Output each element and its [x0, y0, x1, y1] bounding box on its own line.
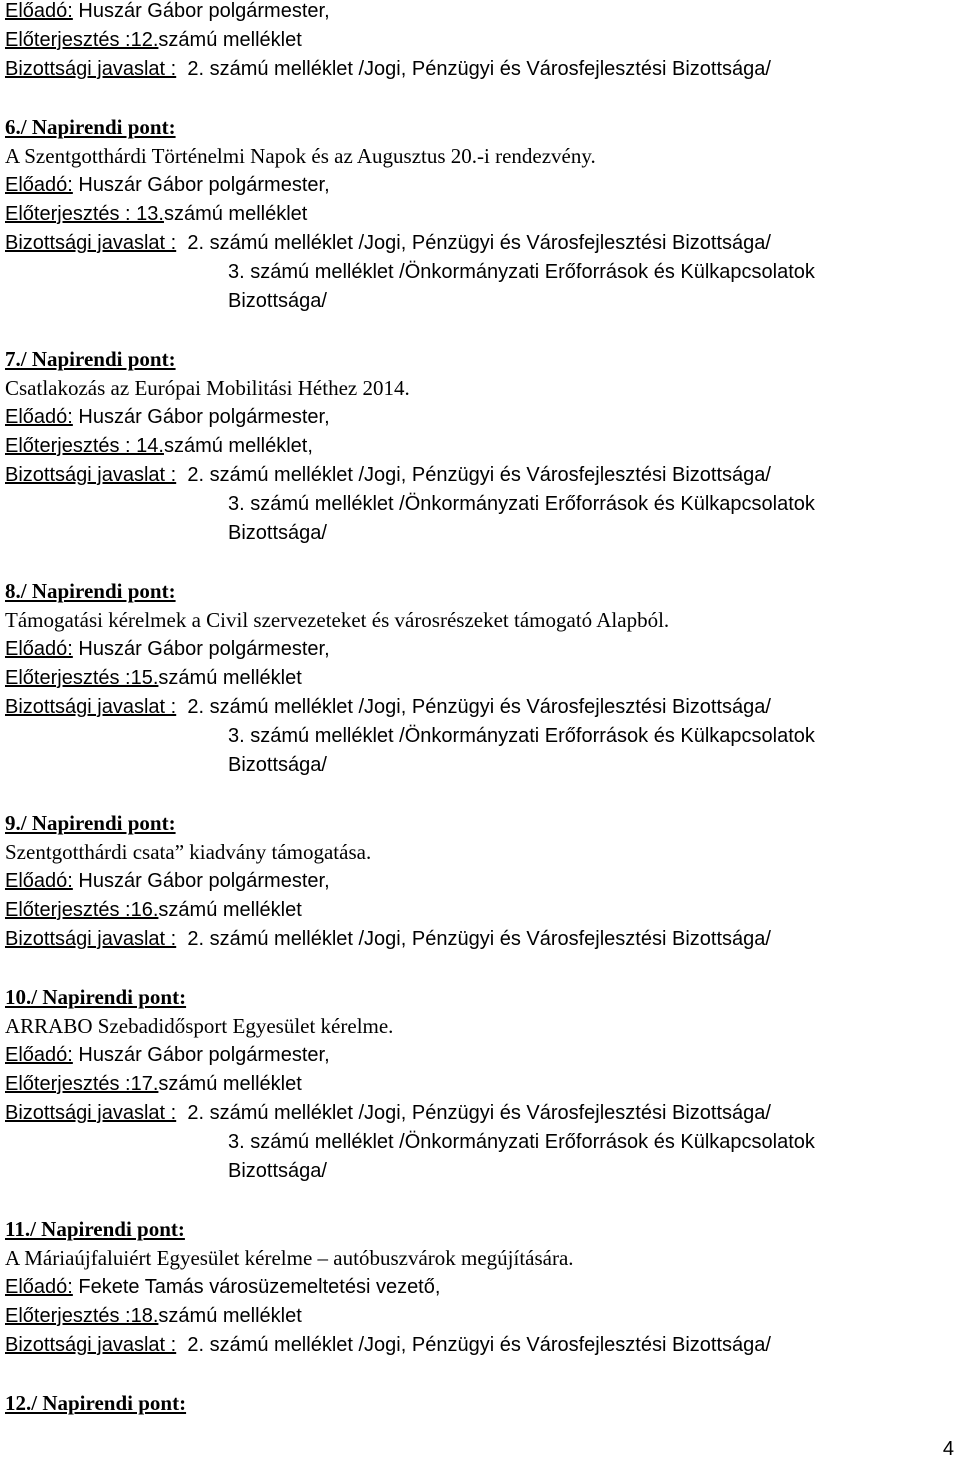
- submission-line: [5, 1302, 955, 1331]
- recommendation-label: Bizottsági javaslat :: [5, 1102, 177, 1124]
- presenter-name: Huszár Gábor polgármester,: [72, 1044, 330, 1066]
- recommendation-2: 3. számú melléklet /Önkormányzati Erőforrások és Külkapcsolatok: [228, 1131, 815, 1153]
- presenter-name: Huszár Gábor polgármester,: [72, 174, 330, 196]
- recommendation-2-cont: Bizottsága/: [228, 522, 327, 544]
- presenter-name: Huszár Gábor polgármester,: [72, 406, 330, 428]
- agenda-heading: 8./ Napirendi pont:: [5, 579, 176, 603]
- document-body: [5, 0, 955, 1418]
- agenda-heading: 6./ Napirendi pont:: [5, 115, 176, 139]
- recommendation-1: 2. számú melléklet /Jogi, Pénzügyi és Városfejlesztési Bizottsága/: [187, 696, 771, 718]
- recommendation-label: Bizottsági javaslat :: [5, 696, 177, 718]
- submission-label: Előterjesztés :17.: [5, 1073, 159, 1095]
- recommendation-1: 2. számú melléklet /Jogi, Pénzügyi és Városfejlesztési Bizottsága/: [187, 928, 771, 950]
- submission-suffix: számú melléklet: [158, 667, 302, 689]
- agenda-heading: 7./ Napirendi pont:: [5, 347, 176, 371]
- recommendation-line: [5, 229, 955, 258]
- recommendation-2: 3. számú melléklet /Önkormányzati Erőforrások és Külkapcsolatok: [228, 725, 815, 747]
- recommendation-line: [5, 693, 955, 722]
- presenter-line: [5, 403, 955, 432]
- presenter-line: [5, 635, 955, 664]
- recommendation-2-cont: Bizottsága/: [228, 290, 327, 312]
- submission-suffix: számú melléklet: [158, 1073, 302, 1095]
- recommendation-1: 2. számú melléklet /Jogi, Pénzügyi és Városfejlesztési Bizottsága/: [187, 464, 771, 486]
- recommendation-2: 3. számú melléklet /Önkormányzati Erőforrások és Külkapcsolatok: [228, 261, 815, 283]
- presenter-line: [5, 171, 955, 200]
- recommendation-label: Bizottsági javaslat :: [5, 58, 177, 80]
- submission-line: [5, 200, 955, 229]
- submission-suffix: számú melléklet: [158, 1305, 302, 1327]
- submission-label: Előterjesztés :12.: [5, 29, 159, 51]
- recommendation-line: [5, 1331, 955, 1360]
- presenter-line: [5, 1041, 955, 1070]
- recommendation-2: 3. számú melléklet /Önkormányzati Erőforrások és Külkapcsolatok: [228, 493, 815, 515]
- submission-suffix: számú melléklet,: [163, 435, 313, 457]
- agenda-title: Szentgotthárdi csata” kiadvány támogatása.: [5, 840, 372, 864]
- agenda-heading: 12./ Napirendi pont:: [5, 1391, 187, 1415]
- submission-label: Előterjesztés : 13.: [5, 203, 164, 225]
- presenter-line: [5, 867, 955, 896]
- submission-line: [5, 896, 955, 925]
- recommendation-label: Bizottsági javaslat :: [5, 232, 177, 254]
- presenter-label: Előadó:: [5, 0, 73, 22]
- agenda-title: ARRABO Szebadidősport Egyesület kérelme.: [5, 1014, 394, 1038]
- page-number: 4: [942, 1438, 954, 1460]
- submission-suffix: számú melléklet: [158, 899, 302, 921]
- submission-line: [5, 26, 955, 55]
- submission-line: [5, 664, 955, 693]
- agenda-heading: 11./ Napirendi pont:: [5, 1217, 185, 1241]
- submission-label: Előterjesztés : 14.: [5, 435, 164, 457]
- submission-label: Előterjesztés :16.: [5, 899, 159, 921]
- presenter-line: [5, 1273, 955, 1302]
- presenter-label: Előadó:: [5, 870, 73, 892]
- recommendation-line: [5, 1099, 955, 1128]
- recommendation-label: Bizottsági javaslat :: [5, 1334, 177, 1356]
- submission-label: Előterjesztés :18.: [5, 1305, 159, 1327]
- recommendation-2-cont: Bizottsága/: [228, 1160, 327, 1182]
- agenda-title: A Szentgotthárdi Történelmi Napok és az Augusztus 20.-i rendezvény.: [5, 144, 596, 168]
- presenter-label: Előadó:: [5, 1276, 73, 1298]
- submission-suffix: számú melléklet: [158, 29, 302, 51]
- presenter-label: Előadó:: [5, 1044, 73, 1066]
- recommendation-2-cont: Bizottsága/: [228, 754, 327, 776]
- agenda-heading: 10./ Napirendi pont:: [5, 985, 187, 1009]
- presenter-label: Előadó:: [5, 638, 73, 660]
- presenter-name: Huszár Gábor polgármester,: [72, 638, 330, 660]
- presenter-name: Huszár Gábor polgármester,: [72, 0, 330, 22]
- submission-line: [5, 432, 955, 461]
- recommendation-1: 2. számú melléklet /Jogi, Pénzügyi és Városfejlesztési Bizottsága/: [187, 58, 771, 80]
- presenter-label: Előadó:: [5, 174, 73, 196]
- presenter-label: Előadó:: [5, 406, 73, 428]
- recommendation-label: Bizottsági javaslat :: [5, 928, 177, 950]
- recommendation-line: [5, 55, 955, 84]
- agenda-title: A Máriaújfaluiért Egyesület kérelme – autóbuszvárok megújítására.: [5, 1246, 574, 1270]
- recommendation-1: 2. számú melléklet /Jogi, Pénzügyi és Városfejlesztési Bizottsága/: [187, 232, 771, 254]
- agenda-title: Támogatási kérelmek a Civil szervezeteket és városrészeket támogató Alapból.: [5, 608, 670, 632]
- presenter-name: Fekete Tamás városüzemeltetési vezető,: [72, 1276, 441, 1298]
- presenter-name: Huszár Gábor polgármester,: [72, 870, 330, 892]
- recommendation-label: Bizottsági javaslat :: [5, 464, 177, 486]
- presenter-line: [5, 0, 955, 26]
- submission-label: Előterjesztés :15.: [5, 667, 159, 689]
- agenda-title: Csatlakozás az Európai Mobilitási Héthez 2014.: [5, 376, 410, 400]
- recommendation-line: [5, 925, 955, 954]
- submission-line: [5, 1070, 955, 1099]
- submission-suffix: számú melléklet: [163, 203, 308, 225]
- recommendation-line: [5, 461, 955, 490]
- agenda-heading: 9./ Napirendi pont:: [5, 811, 176, 835]
- recommendation-1: 2. számú melléklet /Jogi, Pénzügyi és Városfejlesztési Bizottsága/: [187, 1334, 771, 1356]
- recommendation-1: 2. számú melléklet /Jogi, Pénzügyi és Városfejlesztési Bizottsága/: [187, 1102, 771, 1124]
